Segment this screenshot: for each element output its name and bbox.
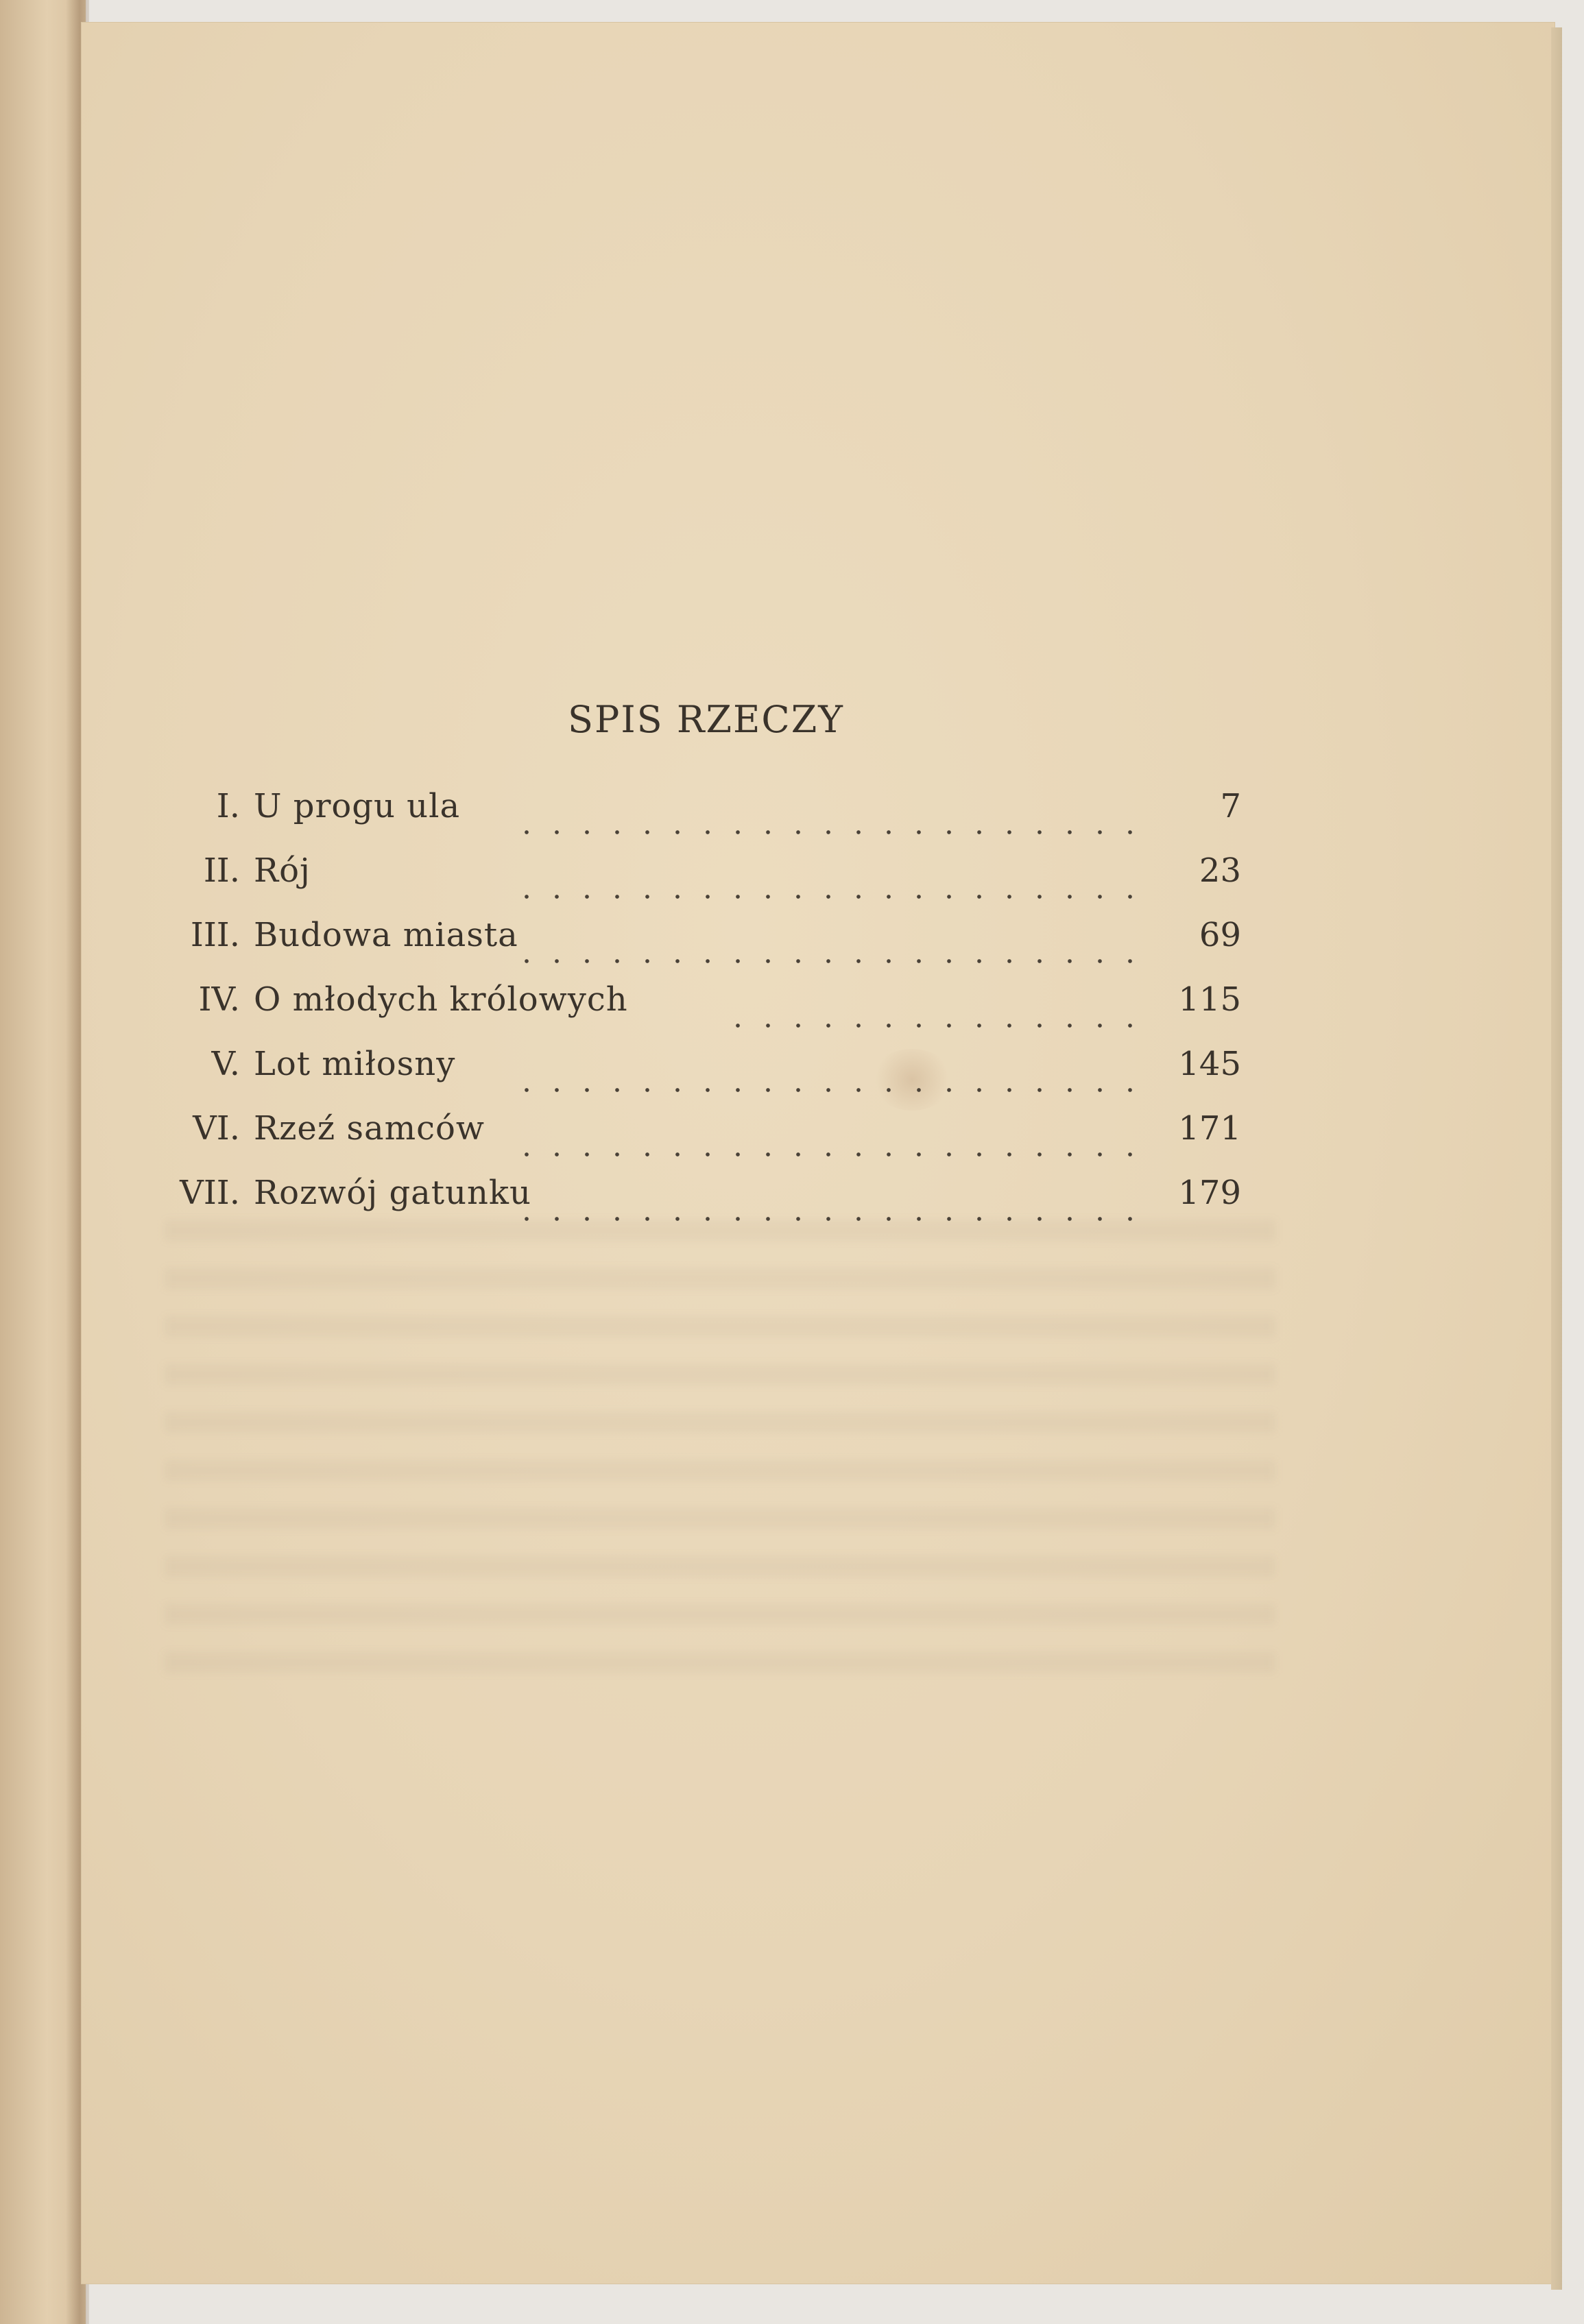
chapter-number: V.: [211, 1045, 240, 1083]
chapter-number: VI.: [193, 1109, 240, 1148]
dot-leader: [501, 1087, 1145, 1093]
dot-leader: [734, 1023, 1145, 1028]
toc-title: SPIS RZECZY: [568, 698, 844, 741]
show-through-text: [165, 1220, 1275, 1700]
dot-leader: [501, 958, 1145, 964]
dot-leader: [501, 1152, 1145, 1157]
toc-entry: [158, 1174, 1241, 1238]
chapter-number: IV.: [198, 980, 240, 1019]
chapter-title: Rozwój gatunku: [254, 1174, 531, 1212]
chapter-title: Rzeź samców: [254, 1109, 485, 1148]
page-number: 23: [1199, 851, 1241, 890]
chapter-number: II.: [203, 851, 240, 890]
toc-entry: [158, 787, 1241, 851]
dot-leader: [501, 830, 1145, 835]
chapter-title: Lot miłosny: [254, 1045, 456, 1083]
chapter-title: Budowa miasta: [254, 916, 518, 954]
chapter-title: Rój: [254, 851, 311, 890]
toc-list: [158, 787, 1241, 1238]
page-number: 115: [1178, 980, 1241, 1019]
chapter-number: III.: [190, 916, 240, 954]
page-number: 179: [1178, 1174, 1241, 1212]
page-number: 171: [1178, 1109, 1241, 1148]
toc-entry: [158, 1109, 1241, 1174]
page-right-edge: [1551, 27, 1562, 2290]
toc-entry: [158, 916, 1241, 980]
toc-entry: [158, 851, 1241, 916]
page-number: 7: [1220, 787, 1241, 825]
dot-leader: [501, 894, 1145, 899]
page-number: 145: [1178, 1045, 1241, 1083]
dot-leader: [501, 1216, 1145, 1222]
chapter-number: VII.: [180, 1174, 240, 1212]
toc-entry: [158, 1045, 1241, 1109]
toc-entry: [158, 980, 1241, 1045]
page-number: 69: [1199, 916, 1241, 954]
chapter-title: U progu ula: [254, 787, 461, 825]
chapter-number: I.: [216, 787, 240, 825]
chapter-title: O młodych królowych: [254, 980, 628, 1019]
